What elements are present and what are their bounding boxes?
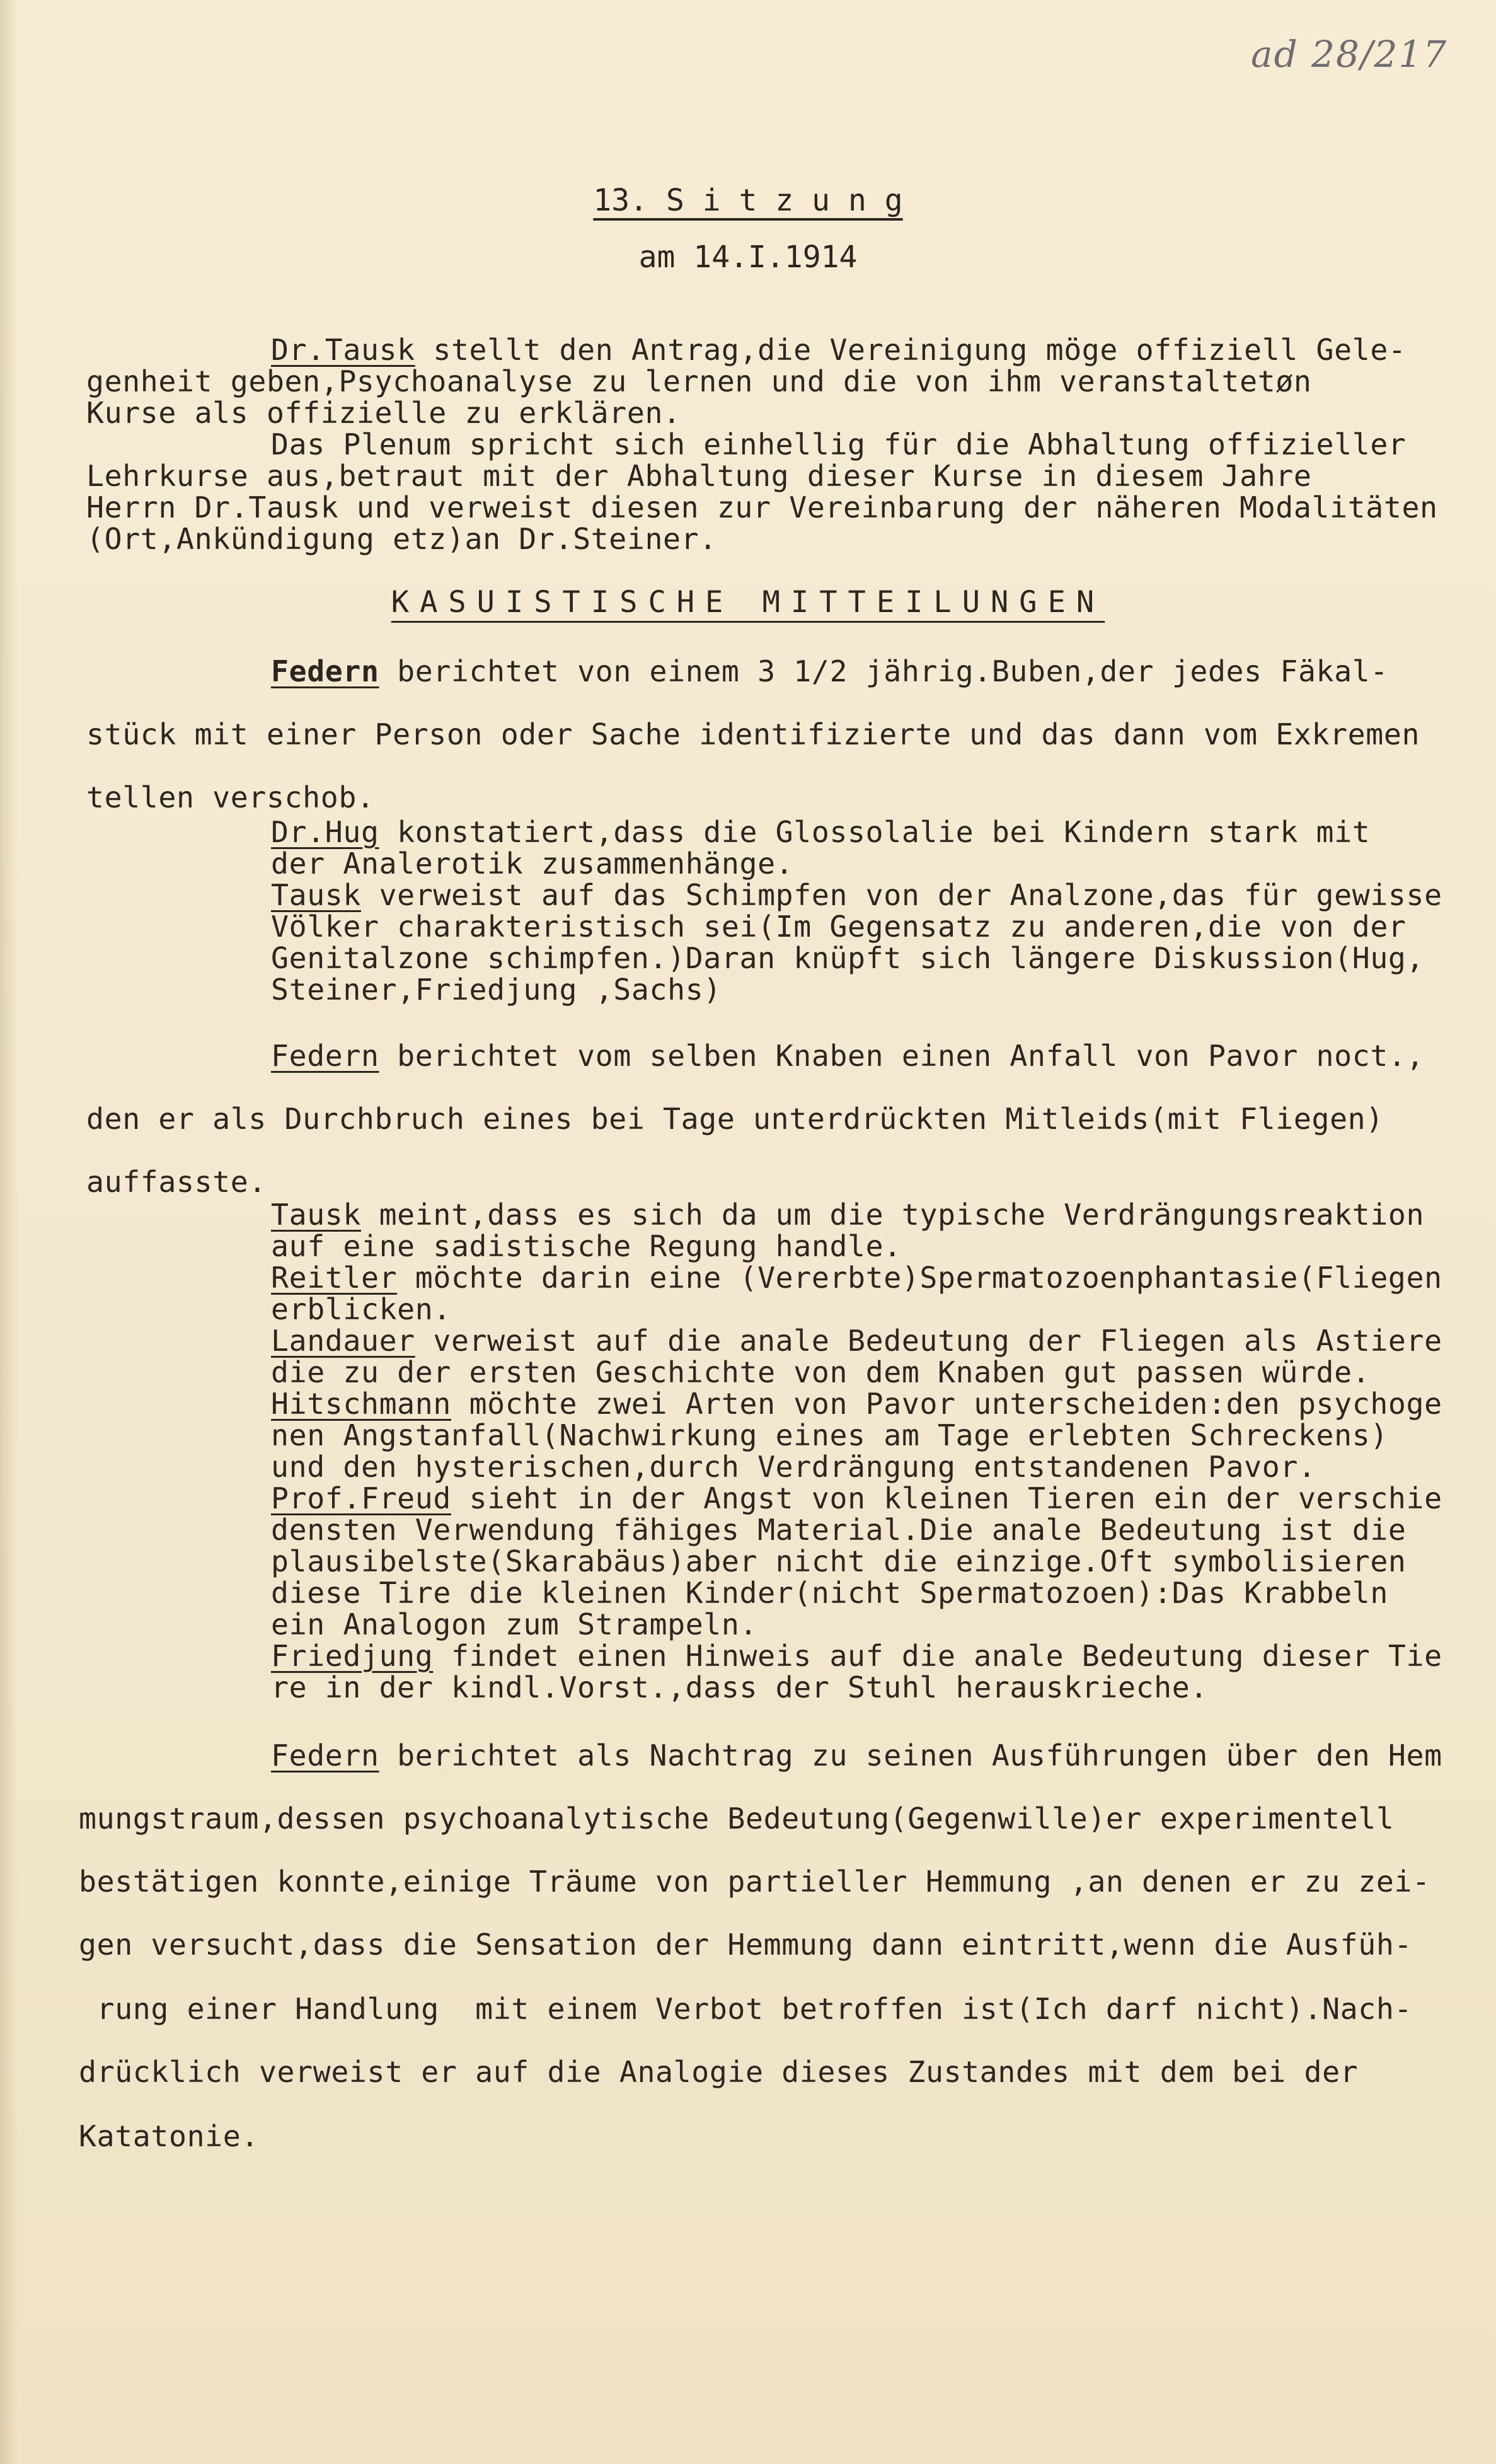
speaker-name: Friedjung (271, 1639, 434, 1673)
report-line: Federn berichtet als Nachtrag zu seinen Ausführungen über den Hem (271, 1738, 1442, 1773)
discussion-line: die zu der ersten Geschichte von dem Knaben gut passen würde. (271, 1355, 1371, 1389)
report-line: Katatonie. (79, 2119, 259, 2153)
discussion-line: Völker charakteristisch sei(Im Gegensatz zu anderen,die von der (271, 910, 1407, 944)
report-line: bestätigen konnte,einige Träume von partieller Hemmung ,an denen er zu zei- (79, 1865, 1430, 1899)
speaker-name: Federn (271, 1039, 379, 1073)
discussion-line: Friedjung findet einen Hinweis auf die anale Bedeutung dieser Tie (271, 1639, 1442, 1673)
speaker-name: Federn (271, 1738, 379, 1773)
discussion-line: erblicken. (271, 1292, 451, 1326)
discussion-line: Tausk meint,dass es sich da um die typische Verdrängungsreaktion (271, 1198, 1425, 1232)
discussion-line: Landauer verweist auf die anale Bedeutung der Fliegen als Astiere (271, 1324, 1442, 1358)
report-line: rung einer Handlung mit einem Verbot betroffen ist(Ich darf nicht).Nach- (79, 1992, 1413, 2026)
speaker-name: Reitler (271, 1261, 398, 1295)
report-line: drücklich verweist er auf die Analogie dieses Zustandes mit dem bei der (79, 2055, 1359, 2089)
discussion-line: plausibelste(Skarabäus)aber nicht die einzige.Oft symbolisieren (271, 1544, 1407, 1578)
speaker-name: Hitschmann (271, 1387, 451, 1421)
speaker-name: Prof.Freud (271, 1481, 451, 1515)
report-line: Federn berichtet vom selben Knaben einen Anfall von Pavor noct., (271, 1039, 1425, 1073)
speaker-name: Tausk (271, 878, 361, 912)
discussion-line: Reitler möchte darin eine (Vererbte)Spermatozoenphantasie(Fliegen (271, 1261, 1442, 1295)
speaker-name: Landauer (271, 1324, 415, 1358)
discussion-line: Dr.Hug konstatiert,dass die Glossolalie bei Kindern stark mit (271, 815, 1371, 849)
intro-line: (Ort,Ankündigung etz)an Dr.Steiner. (86, 522, 717, 556)
discussion-line: ein Analogon zum Strampeln. (271, 1607, 758, 1641)
intro-line: Dr.Tausk stellt den Antrag,die Vereinigung möge offiziell Gele- (271, 333, 1407, 367)
discussion-line: auf eine sadistische Regung handle. (271, 1229, 902, 1263)
discussion-line: densten Verwendung fähiges Material.Die anale Bedeutung ist die (271, 1513, 1407, 1547)
intro-line: genheit geben,Psychoanalyse zu lernen und die von ihm veranstaltetøn (86, 364, 1312, 398)
discussion-line: Genitalzone schimpfen.)Daran knüpft sich längere Diskussion(Hug, (271, 941, 1425, 975)
report-line: stück mit einer Person oder Sache identifizierte und das dann vom Exkremen (86, 717, 1420, 751)
discussion-line: nen Angstanfall(Nachwirkung eines am Tage erlebten Schreckens) (271, 1418, 1388, 1452)
speaker-name: Tausk (271, 1198, 361, 1232)
speaker-name: Dr.Hug (271, 815, 379, 849)
section-heading: KASUISTISCHE MITTEILUNGEN (391, 585, 1105, 620)
report-line: Federn berichtet von einem 3 1/2 jährig.Buben,der jedes Fäkal- (271, 654, 1388, 688)
archive-reference: ad 28/217 (1251, 33, 1448, 76)
intro-line: Lehrkurse aus,betraut mit der Abhaltung dieser Kurse in diesem Jahre (86, 459, 1312, 493)
report-line: tellen verschob. (86, 780, 375, 814)
speaker-name: Federn (271, 654, 379, 688)
report-line: den er als Durchbruch eines bei Tage unterdrückten Mitleids(mit Fliegen) (86, 1102, 1384, 1136)
document-date: am 14.I.1914 (638, 240, 858, 275)
report-line: auffasste. (86, 1165, 267, 1199)
intro-line: Das Plenum spricht sich einhellig für die Abhaltung offizieller (271, 427, 1407, 461)
speaker-name: Dr.Tausk (271, 333, 415, 367)
discussion-line: Prof.Freud sieht in der Angst von kleinen Tieren ein der verschie (271, 1481, 1442, 1515)
discussion-line: Tausk verweist auf das Schimpfen von der Analzone,das für gewisse (271, 878, 1442, 912)
discussion-line: Steiner,Friedjung ,Sachs) (271, 973, 722, 1007)
discussion-line: Hitschmann möchte zwei Arten von Pavor unterscheiden:den psychoge (271, 1387, 1442, 1421)
report-line: mungstraum,dessen psychoanalytische Bedeutung(Gegenwille)er experimentell (79, 1802, 1395, 1836)
intro-line: Herrn Dr.Tausk und verweist diesen zur Vereinbarung der näheren Modalitäten (86, 490, 1438, 524)
report-line: gen versucht,dass die Sensation der Hemmung dann eintritt,wenn die Ausfüh- (79, 1928, 1413, 1962)
discussion-line: der Analerotik zusammenhänge. (271, 847, 794, 881)
document-title: 13. S i t z u n g (593, 183, 903, 218)
discussion-line: re in der kindl.Vorst.,dass der Stuhl herauskrieche. (271, 1670, 1208, 1704)
discussion-line: diese Tire die kleinen Kinder(nicht Spermatozoen):Das Krabbeln (271, 1576, 1388, 1610)
discussion-line: und den hysterischen,durch Verdrängung entstandenen Pavor. (271, 1450, 1316, 1484)
intro-line: Kurse als offizielle zu erklären. (86, 396, 681, 430)
